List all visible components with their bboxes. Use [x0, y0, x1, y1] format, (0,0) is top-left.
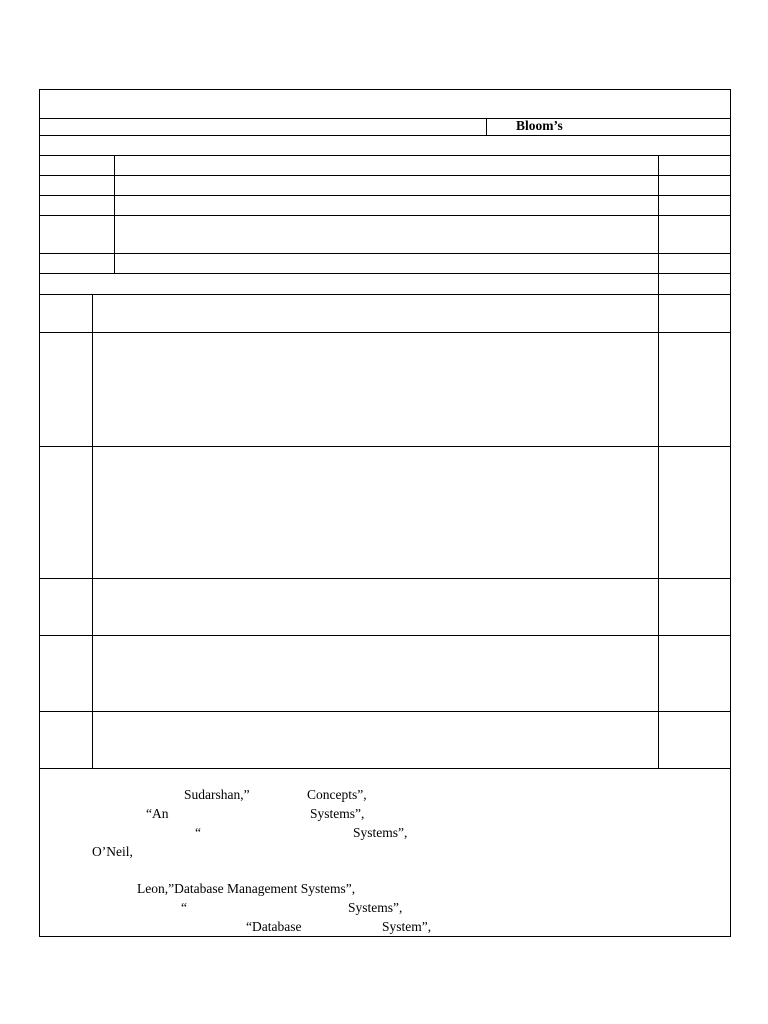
row-divider — [40, 273, 730, 274]
row-divider — [40, 635, 730, 636]
blooms-header-label: Bloom’s — [516, 118, 563, 133]
column-divider — [114, 155, 115, 273]
row-divider — [40, 215, 730, 216]
reference-text: “An — [146, 806, 169, 821]
reference-text: “Database — [246, 919, 302, 934]
reference-text: O’Neil, — [92, 844, 133, 859]
reference-text: Systems”, — [348, 900, 403, 915]
row-divider — [40, 118, 730, 119]
reference-text: Sudarshan,” — [184, 787, 250, 802]
column-divider — [92, 294, 93, 768]
row-divider — [40, 253, 730, 254]
reference-text: Systems”, — [353, 825, 408, 840]
column-divider — [658, 294, 659, 768]
reference-text: Concepts”, — [307, 787, 367, 802]
reference-text: “ — [181, 900, 187, 915]
column-divider — [658, 155, 659, 294]
row-divider — [40, 446, 730, 447]
column-divider — [486, 118, 487, 135]
row-divider — [40, 294, 730, 295]
row-divider — [40, 578, 730, 579]
reference-text: “ — [195, 825, 201, 840]
reference-text: Leon,”Database Management Systems”, — [137, 881, 356, 896]
row-divider — [40, 155, 730, 156]
row-divider — [40, 711, 730, 712]
reference-text: System”, — [382, 919, 432, 934]
row-divider — [40, 135, 730, 136]
row-divider — [40, 195, 730, 196]
row-divider — [40, 175, 730, 176]
row-divider — [40, 332, 730, 333]
row-divider — [40, 768, 730, 769]
reference-text: Systems”, — [310, 806, 365, 821]
document-table — [39, 89, 731, 937]
